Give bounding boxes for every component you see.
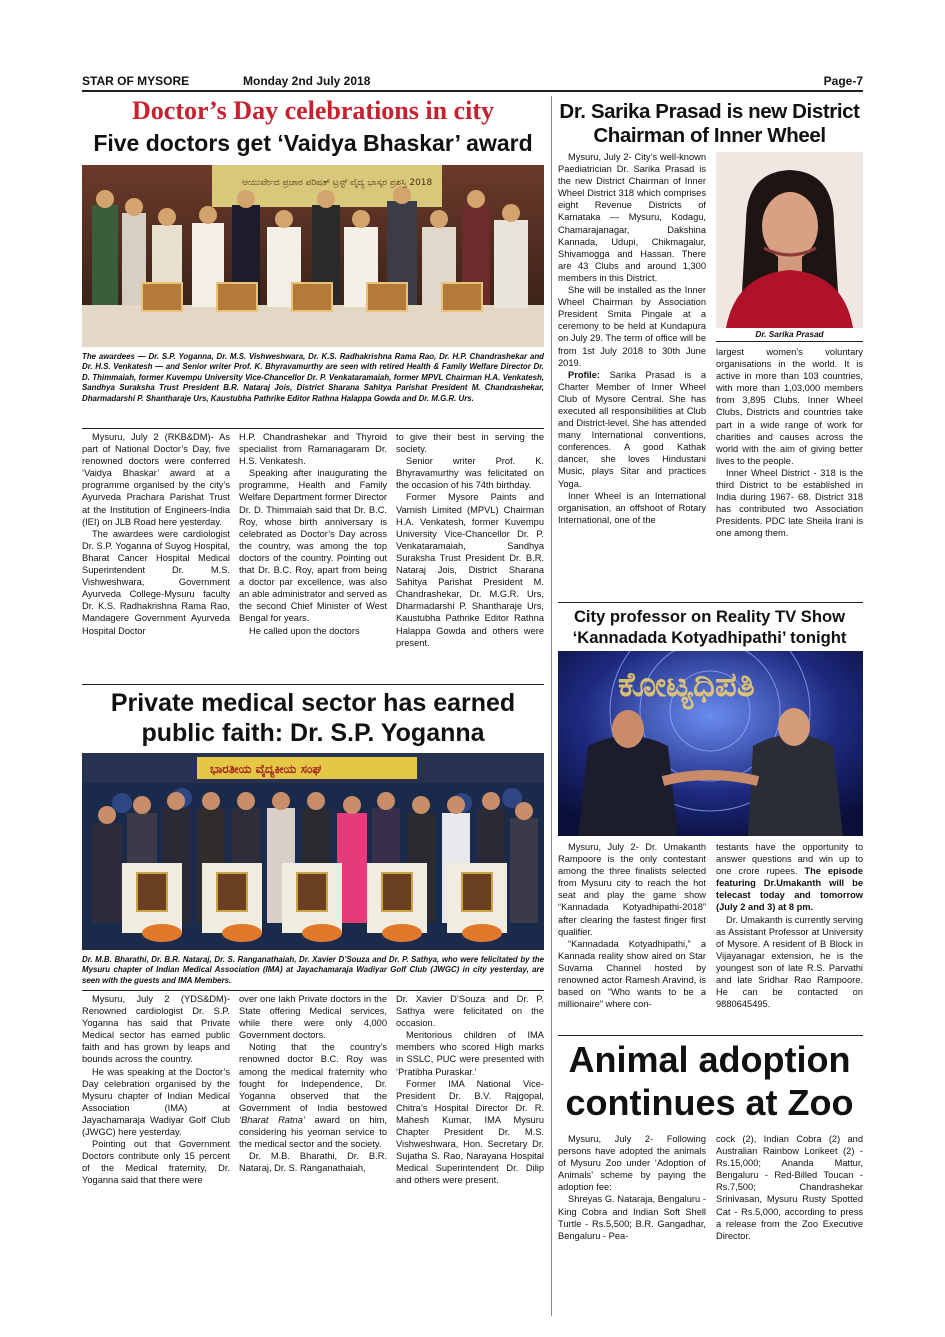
story4-headline: Private medical sector has earned public faith: Dr. S.P. Yoganna [110, 689, 516, 747]
paragraph: Mysuru, July 2 (YDS&DM)- Renowned cardiologist Dr. S.P. Yoganna has said that Private Medical sector has earned public faith and has grown by leaps and bounds across the country. [82, 994, 230, 1065]
story4-text: Noting that the country’s renowned doctor B.C. Roy was among the medical fraternity who fought for Independence, Dr. Yoganna observed that the Government of India bestowed [239, 1042, 387, 1113]
story3-column-2 [716, 841, 863, 1010]
sarika-prasad-portrait [716, 152, 863, 328]
story5-column-2 [716, 1133, 863, 1242]
story3-text: testants have the opportunity to answer questions and win up to one crore rupees. [716, 842, 863, 877]
story1-caption: The awardees — Dr. S.P. Yoganna, Dr. M.S. Vishweshwara, Dr. K.S. Radhakrishna Rama Rao, Dr. H.P. Chandrashekar and Dr. H.S. Venkatesh — and Senior writer Prof. K. Bhyravamurthy are seen with retired Health & Family Welfare Director Dr. D. Thimmaiah, former Kuvempu University Vice-Chancellor Dr. P. Venkataramaiah, former MPVL Chairman H.A. Venkatesh, Sandhya Suraksha Trust President B.R. Nataraj Jois, District Sharana Sahitya Parishat President M. Chandrashekar, Dharmadarshi P. Shantharaje Urs, Kaustubha Pathrike Editor Rathna Halappa Gowda and Dr. M.G.R. Urs. [82, 352, 544, 403]
story4-column-2 [239, 993, 387, 1174]
story3-end-rule [558, 1035, 863, 1036]
story5-headline: Animal adoption continues at Zoo [565, 1039, 854, 1123]
paragraph: He called upon the doctors [249, 625, 360, 636]
paragraph [716, 841, 863, 914]
paragraph: cock (2), Indian Cobra (2) and Australian Rainbow Lorikeet (2) - Rs.15,000; Ananda Mattur, Bengaluru - Red-Billed Toucan - Rs.7,500; Chandrashekar Srinivasan, Mysuru Rusty Spotted Cat - Rs.5,000, according to press a release from the Zoo Executive Director. [716, 1134, 863, 1241]
story1-headline: Five doctors get ‘Vaidya Bhaskar’ award [93, 130, 533, 156]
paragraph [558, 369, 706, 490]
story4-column-1 [82, 993, 230, 1187]
paragraph: Dr. Umakanth is currently serving as Assistant Professor at University of Mysore. A resident of B Block in Vijayanagar extension, he is the youngest son of late R.S. Parvathi and late Sridhar Rao Rampoore. He can be contacted on 9880645495. [716, 914, 863, 1010]
awardees-group-photo [82, 165, 544, 347]
paragraph: Meritorious children of IMA members who scored High marks in SSLC, PUC were presented with ‘Pratibha Puraskar.’ [396, 1030, 544, 1077]
column-separator [551, 96, 552, 1316]
paragraph: Mysuru, July 2- City’s well-known Paediatrician Dr. Sarika Prasad is the new District Chairman of Inner Wheel District 318 which comprises eight Revenue Districts of Karnataka — Mysuru, Kodagu, Chamarajanagar, Dakshina Kannada, Udupi, Chikmagalur, Shivamogga and Hassan. There are 43 Clubs and around 1,300 members in this District. [558, 152, 706, 283]
story5-column-1 [558, 1133, 706, 1242]
header-rule [82, 90, 863, 92]
paragraph: Inner Wheel is an International organisation, an offshoot of Rotary International, one of the [558, 490, 706, 525]
story4-text: award on him, considering his yeoman service to the medical sector and the society. [239, 1114, 387, 1150]
paragraph: Former Mysore Paints and Varnish Limited (MPVL) Chairman H.A. Venkatesh, former Kuvempu University Vice-Chancellor Dr. P. Venkataramaiah, Sandhya Suraksha Trust President Dr. B.R. Nataraj Jois, District Sharana Sahitya Parishat President M. Chandrashekar, Dr. M.G.R. Urs, Dharmadarshi P. Shantharaje Urs, Kaustubha Pathrike Editor Rathna Halappa Gowda and others were present. [396, 492, 544, 648]
story1-kicker: Doctor’s Day celebrations in city [132, 96, 494, 125]
page-number: Page-7 [823, 74, 863, 88]
story2-column-2 [716, 346, 863, 540]
story4-top-rule [82, 684, 544, 685]
story4-column-3 [396, 993, 544, 1187]
paragraph: Dr. Xavier D’Souza and Dr. P. Sathya were felicitated on the occasion. [396, 994, 544, 1029]
masthead-date: Monday 2nd July 2018 [243, 74, 371, 88]
paragraph: Dr. M.B. Bharathi, Dr. B.R. Nataraj, Dr. S. Ranganathaiah, [239, 1151, 387, 1174]
paragraph: over one lakh Private doctors in the State offering Medical services, while there were only 4,000 Government doctors. [239, 994, 387, 1041]
story2-column-1 [558, 151, 706, 526]
tv-show-sign: ಕೋಟ್ಯಧಿಪತಿ [618, 665, 755, 705]
paragraph: largest women’s voluntary organisations in the world. It is active in more than 103 countries, with more than 1,03,000 members from 3,895 Clubs. Inner Wheel Clubs, Districts and countries take part in a wide range of work for charities and causes across the world with the aim of giving better lives to the people. [716, 347, 863, 466]
paragraph: Mysuru, July 2- Dr. Umakanth Rampoore is the only contestant among the three finalists selected from Mysuru city to reach the hot seat and play the game show “Kannadada Kotyadhipathi-2018” after clearing the fastest finger first qualifier. [558, 842, 706, 937]
paragraph: Senior writer Prof. K. Bhyravamurthy was felicitated on the occasion of his 74th birthday. [396, 456, 544, 491]
story3-headline: City professor on Reality TV Show ‘Kannadada Kotyadhipathi’ tonight [572, 607, 847, 647]
story2-headline: Dr. Sarika Prasad is new District Chairman of Inner Wheel [559, 100, 860, 147]
profile-label: Profile: [568, 369, 601, 380]
paragraph [239, 1041, 387, 1150]
masthead-paper: STAR OF MYSORE [82, 74, 190, 88]
kannadada-kotyadhipathi-photo [558, 651, 863, 836]
ima-felicitation-photo [82, 753, 544, 950]
paragraph: Mysuru, July 2- Following persons have adopted the animals of Mysuru Zoo under ‘Adoption of Animals’ scheme by paying the adoption fee: [558, 1134, 706, 1193]
ima-banner-text: ಭಾರತೀಯ ವೈದ್ಯಕೀಯ ಸಂಘ [210, 762, 322, 776]
story1-column-3 [396, 431, 544, 649]
portrait-caption-rule [716, 341, 863, 342]
paragraph: Mysuru, July 2 (RKB&DM)- As part of National Doctor’s Day, five renowned doctors were conferred ‘Vaidya Bhaskar’ award at a programme organised by the city’s Ayurveda Prachara Parishat Trust at the Institution of Engineers-India (IEI) on JLB Road here yesterday. [82, 432, 230, 527]
story4-caption-rule [82, 990, 544, 991]
story1-column-2 [239, 431, 387, 637]
paragraph: Pointing out that Government Doctors contribute only 15 percent of the Medical fraternity, Dr. Yoganna said that there were [82, 1139, 230, 1186]
story1-column-1 [82, 431, 230, 637]
story3-column-1 [558, 841, 706, 1010]
story4-caption: Dr. M.B. Bharathi, Dr. B.R. Nataraj, Dr. S. Ranganathaiah, Dr. Xavier D’Souza and Dr. P. Sathya, who were felicitated by the Mysuru chapter of Indian Medical Association (IMA) at Jayachamaraja Wadiyar Golf Club (JWGC) in city yesterday, are seen with the guests and IMA Members. [82, 955, 544, 985]
profile-text: Sarika Prasad is a Charter Member of Inner Wheel Club of Mysore Central. She has executed all responsibilities at Club and District-level. She has attended many International conventions, conferences. A good Kathak dancer, she loves Hindustani Music, plays Sitar and practices Yoga. [558, 369, 706, 489]
paragraph: He was speaking at the Doctor’s Day celebration organised by the Mysuru chapter of Indian Medical Association (IMA) at Jayachamaraja Wadiyar Golf Club (JWGC) here yesterday. [82, 1066, 230, 1138]
paragraph: Former IMA National Vice-President Dr. B.V. Rajgopal, Chitra’s Hospital Director Dr. R. Mahesh Kumar, IMA Mysuru Chapter President Dr. M.S. Vishweshwara, Hon. Secretary Dr. Sujatha S. Rao, Narayana Hospital Medical Superintendent Dr. Dilip and others were present. [396, 1078, 544, 1186]
paragraph: to give their best in serving the society. [396, 432, 544, 455]
paragraph: Inner Wheel District - 318 is the third District to be established in India during 1967- 68. District 318 has contributed two Association Presidents. PDC late Sheila Irani is one among them. [716, 467, 863, 539]
story2-end-rule [558, 602, 863, 603]
paragraph: The awardees were cardiologist Dr. S.P. Yoganna of Suyog Hospital, Bharat Cancer Hospital Medical Superintendent Dr. M.S. Vishweshwara, Government Ayurveda College-Mysuru faculty Dr. K.S. Radhakrishna Rama Rao, Mandagere Government Ayurveda Hospital Doctor [82, 528, 230, 636]
paragraph: Speaking after inaugurating the programme, Health and Family Welfare Department former Director Dr. D. Thimmaiah said that Dr. B.C. Roy, whose birth anniversary is celebrated as Doctor’s Day across the country, was among the top doctors of the country. Pointing out that Dr. B.C. Roy, apart from being a doctor par excellence, was also an able administrator and served as the second Chief Minister of West Bengal for years. [239, 468, 387, 624]
paragraph: “Kannadada Kotyadhipathi,” a Kannada reality show aired on Star Suvarna Channel hosted by renowned actor Ramesh Aravind, is based on “Who wants to be a millionaire” where con- [558, 938, 706, 1010]
portrait-caption: Dr. Sarika Prasad [755, 329, 824, 339]
story1-caption-rule [82, 428, 544, 429]
paragraph: H.P. Chandrashekar and Thyroid specialist from Ramanagaram Dr. H.S. Venkatesh. [239, 432, 387, 467]
stage-banner-text: ಆಯುರ್ವೇದ ಪ್ರಚಾರ ಪರಿಷತ್ ಟ್ರಸ್ಟ್ ವೈದ್ಯ ಭಾಸ್ಕರ ಪ್ರಶಸ್ತಿ 2018 [242, 178, 433, 188]
episode-announcement: The episode featuring Dr.Umakanth will be telecast today and tomorrow (July 2 and 3) at 8 pm. [716, 866, 864, 913]
paragraph: She will be installed as the Inner Wheel Chairman by Association President Smita Pingale at a ceremony to be held at Kundapura on July 29. The term of office will be from 1st July 2018 to 30th June 2019. [558, 285, 706, 368]
paragraph: Shreyas G. Nataraja, Bengaluru - King Cobra and Indian Soft Shell Turtle - Rs.5,500; B.R. Gangadhar, Bengaluru - Pea- [558, 1194, 706, 1241]
bharat-ratna-text: ‘Bharat Ratna’ [239, 1114, 305, 1125]
